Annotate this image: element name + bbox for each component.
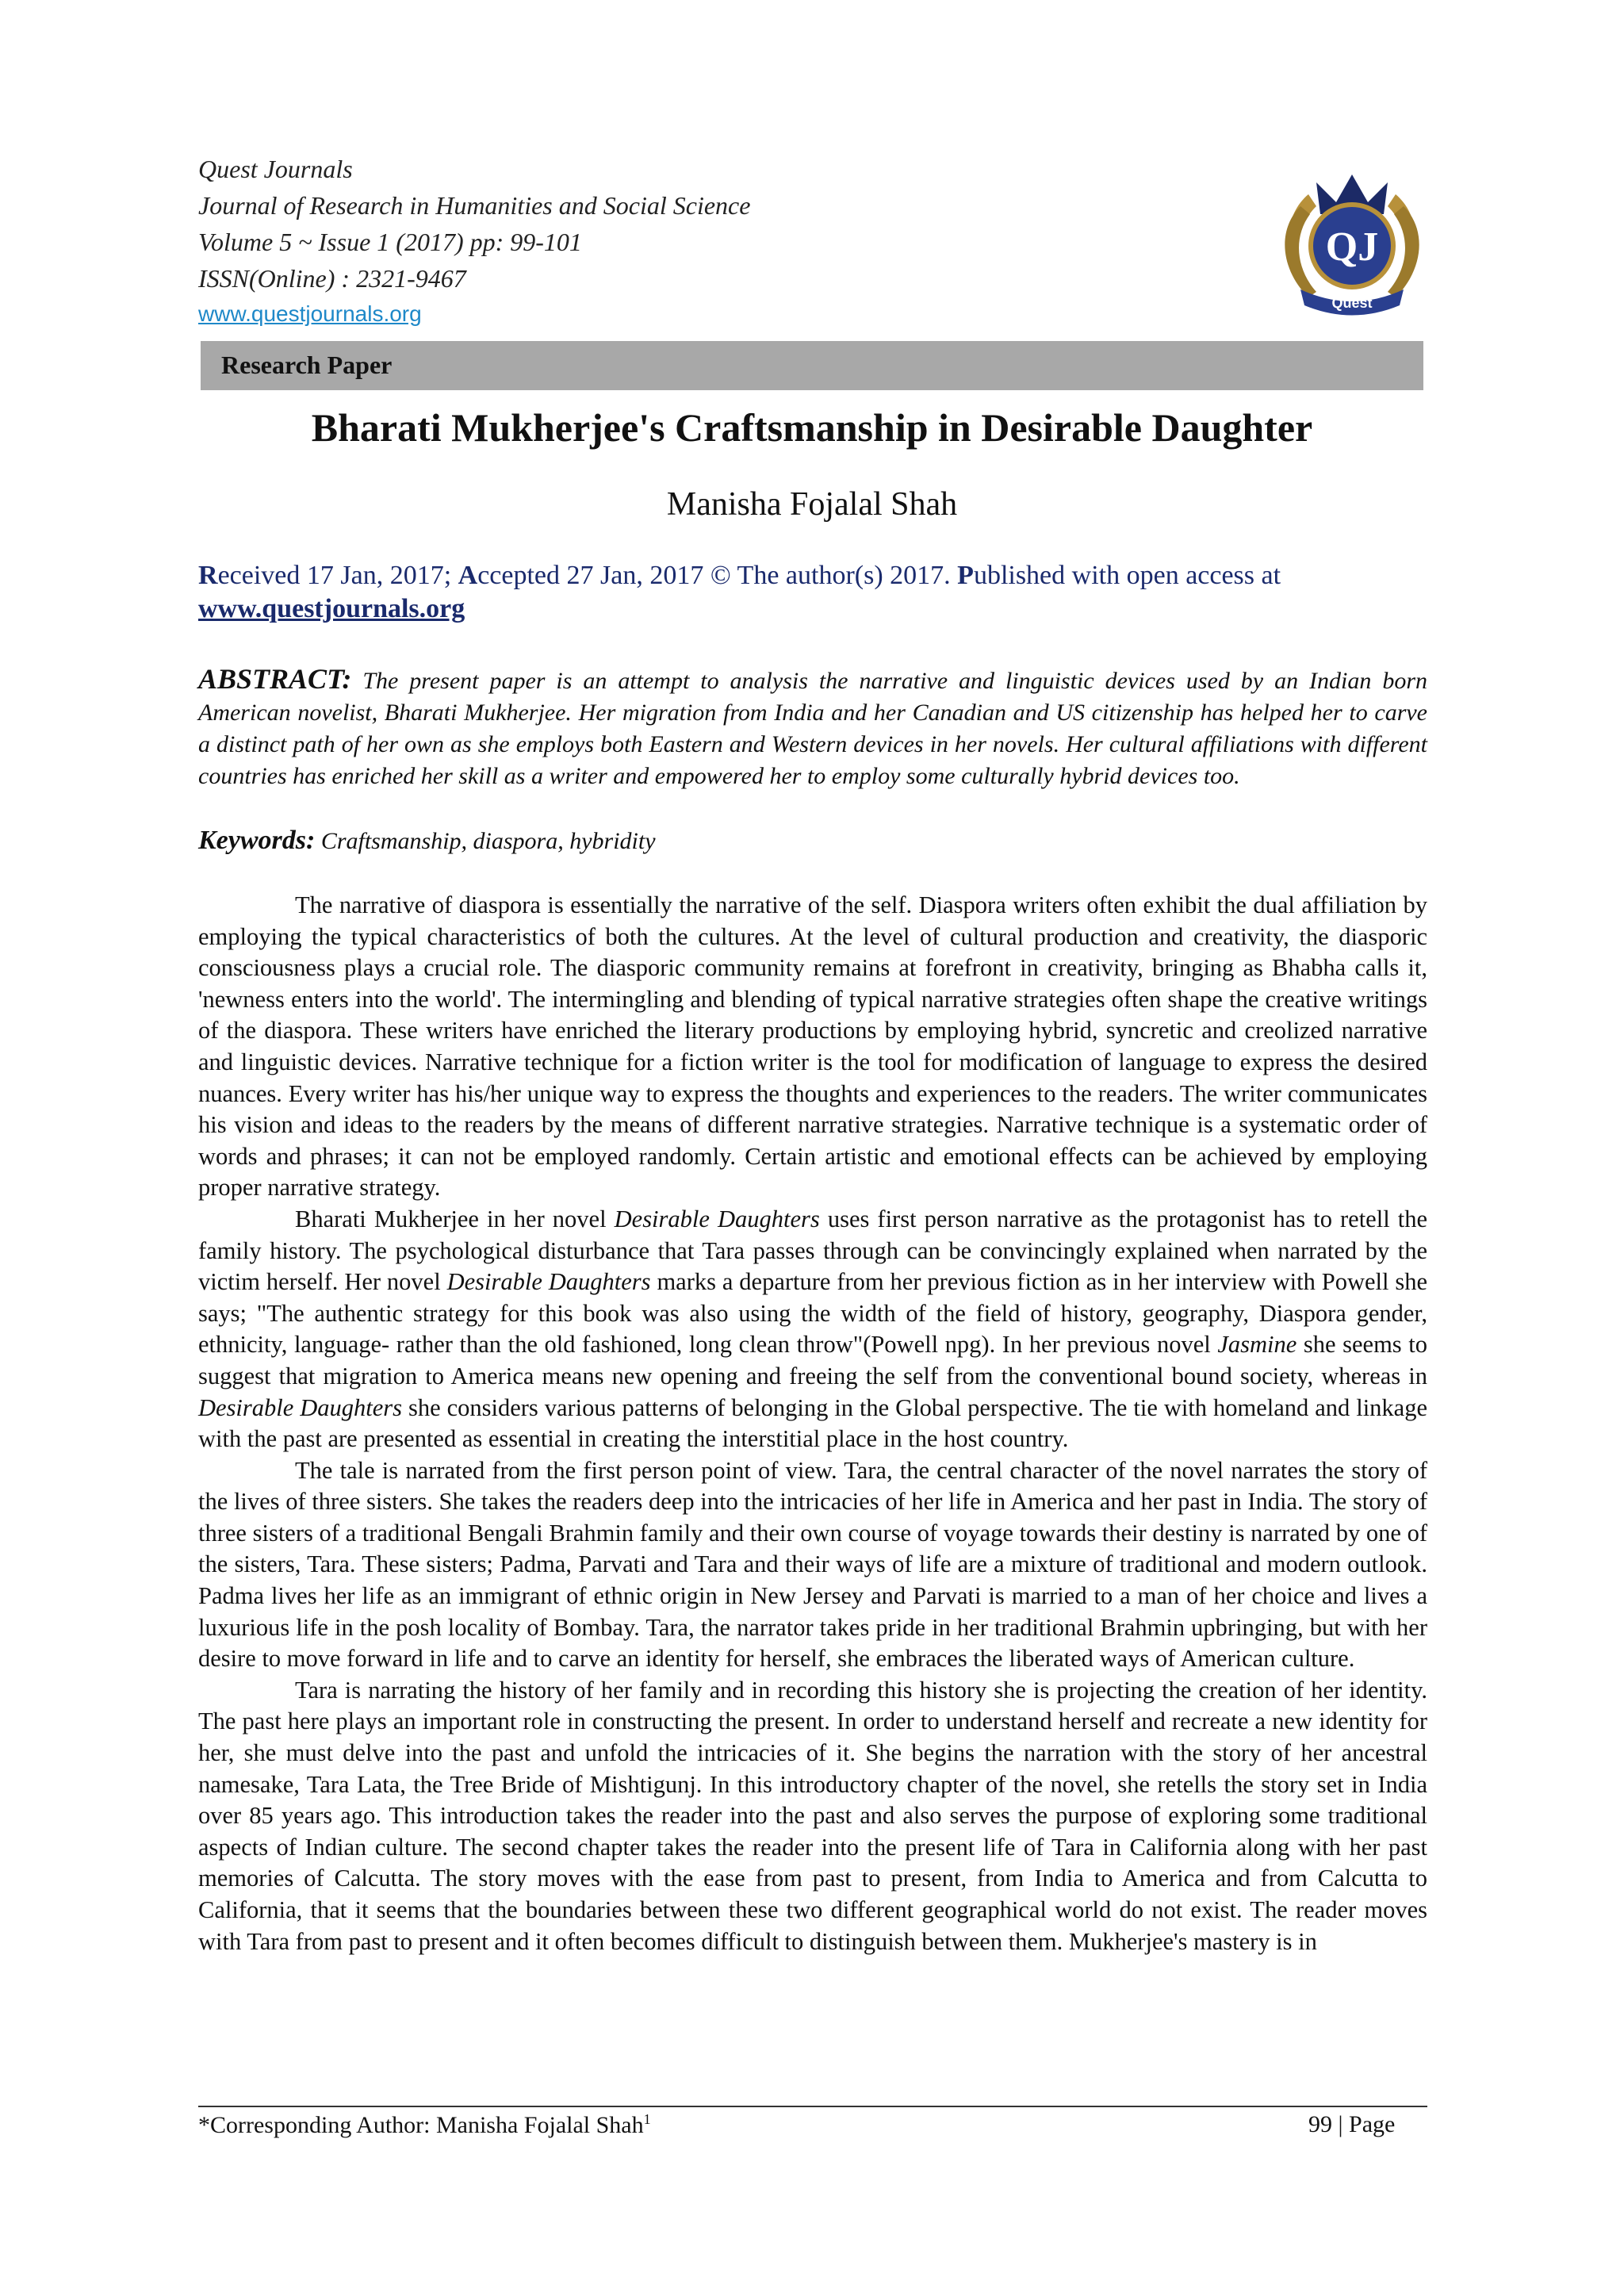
journal-volume: Volume 5 ~ Issue 1 (2017) pp: 99-101 (198, 228, 582, 256)
keywords (198, 825, 1427, 857)
body-paragraph-1: The narrative of diaspora is essentially the narrative of the self. Diaspora writers often exhibit the dual affiliation by employing the typical characteristics of both the cultures. At the level of cultural production and creativity, the diasporic consciousness plays a crucial role. The diasporic community remains at forefront in creativity, bringing as Bhabha calls it, 'newness enters into the world'. The intermingling and blending of typical narrative strategies often shape the creative writings of the diaspora. These writers have enriched the literary productions by employing hybrid, syncretic and creolized narrative and linguistic devices. Narrative technique for a fiction writer is the tool for modification of language to express the desired nuances. Every writer has his/her unique way to express the thoughts and experiences to the readers. The writer communicates his vision and ideas to the readers by the means of different narrative strategies. Narrative technique is a systematic order of words and phrases; it can not be employed randomly. Certain artistic and emotional effects can be achieved by employing proper narrative strategy. (198, 891, 1427, 1202)
paper-title: Bharati Mukherjee's Craftsmanship in Desirable Daughter (311, 405, 1313, 450)
quest-logo-icon (1261, 159, 1443, 317)
keywords-text: Craftsmanship, diaspora, hybridity (315, 828, 656, 854)
article-type-banner (201, 341, 1423, 390)
abstract-text: The present paper is an attempt to analysis the narrative and linguistic devices used by an Indian born American novelist, Bharati Mukherjee. Her migration from India and her Canadian and US citizenship has helped her to carve a distinct path of her own as she employs both Eastern and Western devices in her novels. Her cultural affiliations with different countries has enriched her skill as a writer and empowered her to employ some culturally hybrid devices too. (198, 668, 1427, 789)
body-paragraph-4: Tara is narrating the history of her family and in recording this history she is projecting the creation of her identity. The past here plays an important role in constructing the present. In order to understand herself and recreate a new identity for her, she must delve into the past and unfold the intricacies of it. She begins the narration with the story of her ancestral namesake, Tara Lata, the Tree Bride of Mishtigunj. In this introductory chapter of the novel, she retells the story set in India over 85 years ago. This introduction takes the reader into the past and also serves the purpose of exploring some traditional aspects of Indian culture. The second chapter takes the reader into the present life of Tara in California along with her past memories of Calcutta. The story moves with the ease from past to present, from India to America and from Calcutta to California, that it seems that the boundaries between these two different geographical world do not exist. The reader moves with Tara from past to present and it often becomes difficult to distinguish between them. Mukherjee's mastery is in (198, 1676, 1427, 1955)
journal-url-link[interactable]: www.questjournals.org (198, 301, 422, 326)
publication-dates: Received 17 Jan, 2017; Accepted 27 Jan, 2017 © The author(s) 2017. Published with open access at www.questjournals.org (198, 559, 1427, 626)
publication-url-link[interactable]: www.questjournals.org (198, 594, 465, 623)
journal-issn: ISSN(Online) : 2321-9467 (198, 264, 466, 293)
footer-divider (198, 2106, 1427, 2107)
article-body (198, 890, 1427, 1957)
corresponding-author: *Corresponding Author: Manisha Fojalal Shah$^1$ (198, 2111, 651, 2138)
journal-name: Journal of Research in Humanities and Social Science (198, 191, 751, 220)
journal-publisher: Quest Journals (198, 155, 353, 183)
abstract (198, 663, 1427, 792)
abstract-label: ABSTRACT: (198, 663, 352, 695)
paper-author: Manisha Fojalal Shah (666, 486, 958, 523)
body-paragraph-2: Bharati Mukherjee in her novel Desirable Daughters uses first person narrative as the protagonist has to retell the family history. The psychological disturbance that Tara passes through can be convincingly explained when narrated by the victim herself. Her novel Desirable Daughters marks a departure from her previous fiction as in her interview with Powell she says; "The authentic strategy for this book was also using the width of the field of history, geography, Diaspora gender, ethnicity, language- rather than the old fashioned, long clean throw"(Powell npg). In her previous novel Jasmine she seems to suggest that migration to America means new opening and freeing the self from the conventional bound society, whereas in Desirable Daughters she considers various patterns of belonging in the Global perspective. The tie with homeland and linkage with the past are presented as essential in creating the interstitial place in the host country. (198, 1205, 1427, 1453)
svg-text:Quest: Quest (1331, 295, 1373, 311)
page-number: 99 | Page (1308, 2111, 1396, 2137)
body-paragraph-3: The tale is narrated from the first person point of view. Tara, the central character of the novel narrates the story of the lives of three sisters. She takes the readers deep into the intricacies of her life in America and her past in India. The story of three sisters of a traditional Bengali Brahmin family and their own course of voyage towards their destiny is narrated by one of the sisters, Tara. These sisters; Padma, Parvati and Tara and their ways of life are a mixture of traditional and modern outlook. Padma lives her life as an immigrant of ethnic origin in New Jersey and Parvati is married to a man of her choice and lives a luxurious life in the posh locality of Bombay. Tara, the narrator takes pride in her traditional Brahmin upbringing, but with her desire to move forward in life and to carve an identity for herself, she embraces the liberated ways of American culture. (198, 1456, 1427, 1673)
keywords-label: Keywords: (198, 826, 316, 855)
journal-header (198, 151, 1308, 332)
quest-logo (1261, 159, 1443, 317)
svg-text:QJ: QJ (1325, 224, 1379, 270)
article-type-label: Research Paper (221, 351, 393, 379)
